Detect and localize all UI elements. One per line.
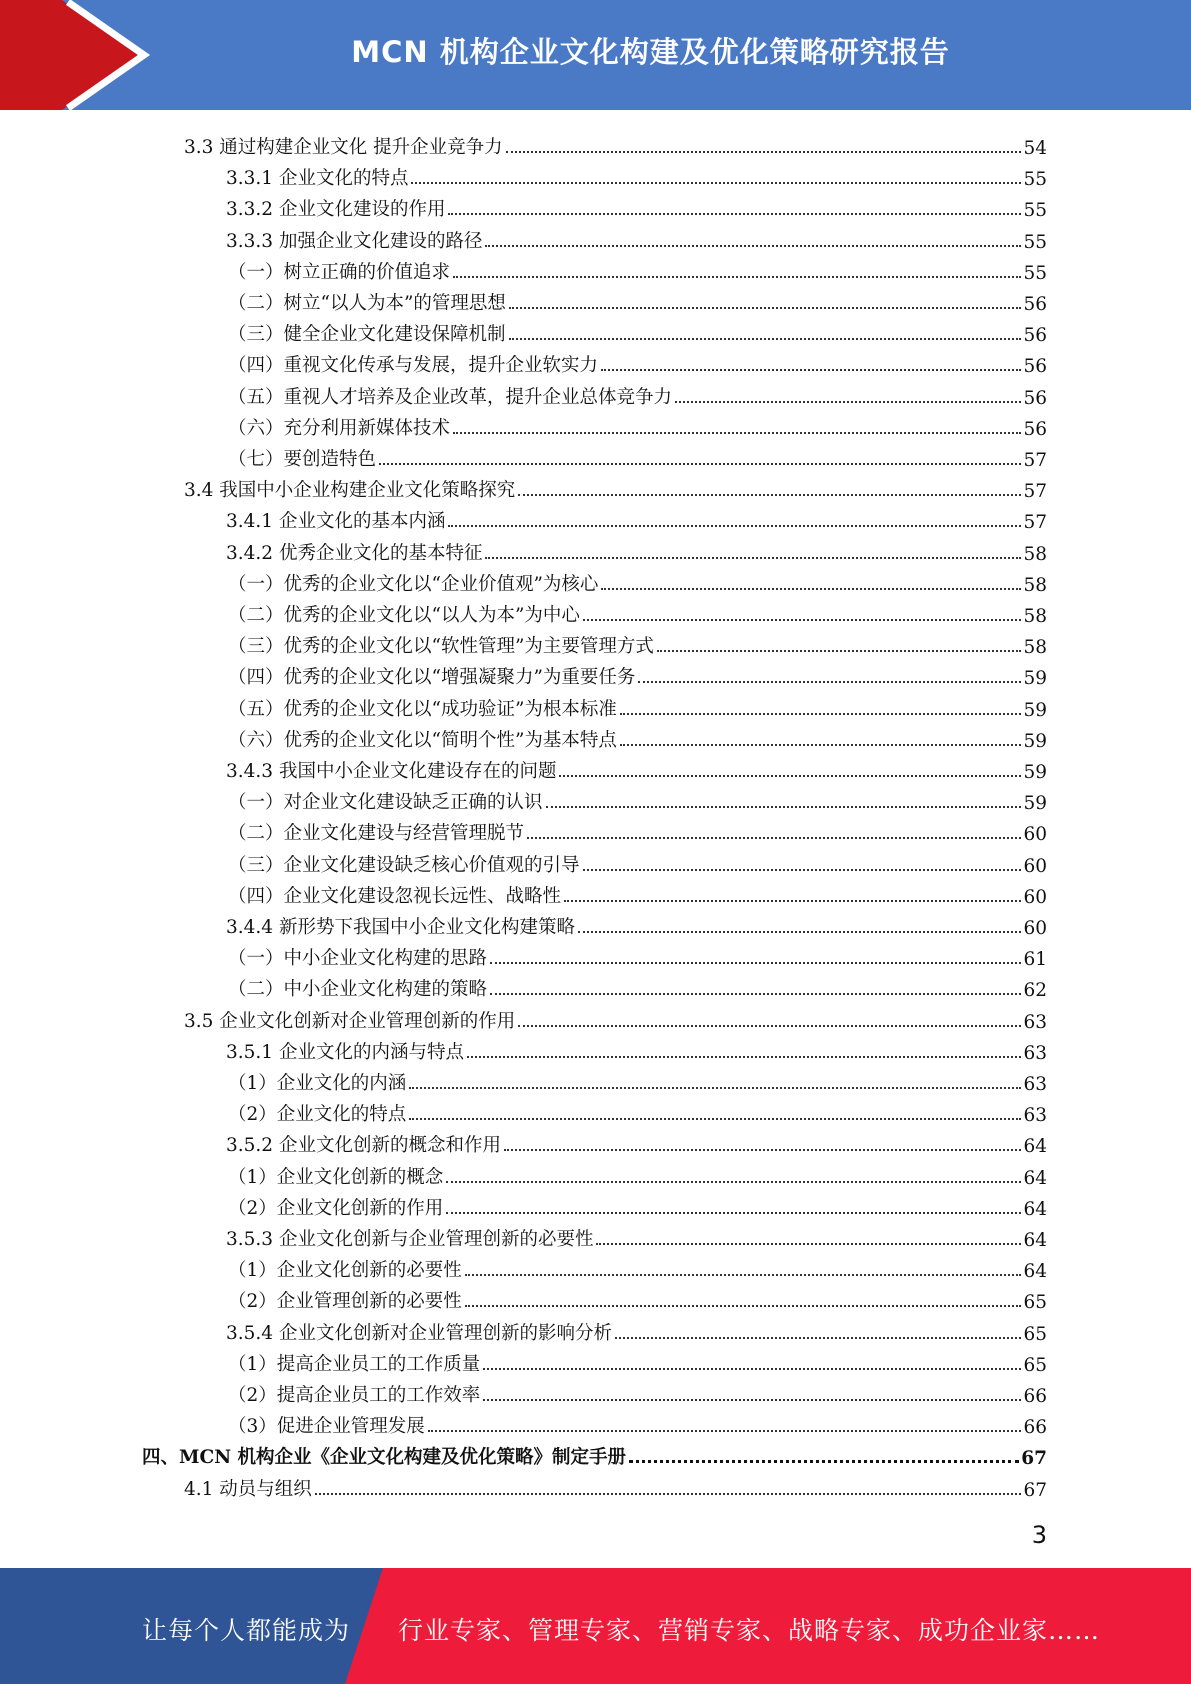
toc-entry[interactable] — [228, 970, 1047, 1001]
toc-entry[interactable] — [228, 1282, 1047, 1313]
toc-entry-page: 61 — [1023, 949, 1047, 971]
toc-entry-label: （一）优秀的企业文化以“企业价值观”为核心 — [228, 573, 599, 595]
toc-dot-leader — [578, 931, 1021, 933]
toc-dot-leader — [620, 744, 1022, 746]
toc-entry-page: 55 — [1023, 200, 1047, 222]
toc-entry-label: 3.3 通过构建企业文化 提升企业竞争力 — [184, 137, 503, 158]
toc-dot-leader — [518, 494, 1021, 496]
toc-entry[interactable] — [228, 253, 1047, 284]
toc-dot-leader — [409, 1118, 1021, 1120]
toc-entry[interactable] — [228, 1376, 1047, 1407]
toc-entry-label: （二）中小企业文化构建的策略 — [228, 979, 488, 1001]
toc-entry-page: 63 — [1023, 1105, 1047, 1127]
toc-entry-label: （五）重视人才培养及企业改革，提升企业总体竞争力 — [228, 386, 673, 408]
toc-entry[interactable] — [226, 159, 1047, 190]
toc-entry-page: 64 — [1023, 1230, 1047, 1251]
toc-entry[interactable] — [228, 346, 1047, 377]
toc-entry-label: 3.3.2 企业文化建设的作用 — [226, 199, 446, 221]
toc-entry-page: 63 — [1023, 1011, 1047, 1033]
page-header — [0, 0, 1191, 110]
toc-entry-label: （3）促进企业管理发展 — [228, 1416, 425, 1438]
toc-dot-leader — [465, 1305, 1022, 1307]
toc-dot-leader — [527, 837, 1021, 839]
toc-entry-page: 66 — [1023, 1386, 1047, 1407]
toc-entry-label: （五）优秀的企业文化以“成功验证”为根本标准 — [228, 698, 617, 720]
toc-entry-label: （二）树立“以人为本”的管理思想 — [228, 293, 506, 314]
toc-entry-label: （一）树立正确的价值追求 — [228, 261, 451, 283]
toc-entry-page: 65 — [1023, 1323, 1047, 1345]
toc-entry-page: 60 — [1023, 886, 1047, 908]
toc-entry[interactable] — [228, 1095, 1047, 1126]
toc-entry[interactable] — [228, 409, 1047, 440]
toc-entry[interactable] — [226, 908, 1047, 939]
toc-entry-label: （2）企业文化的特点 — [228, 1104, 407, 1126]
toc-entry-page: 59 — [1023, 730, 1047, 752]
toc-entry[interactable] — [228, 783, 1047, 814]
toc-dot-leader — [504, 1149, 1021, 1151]
toc-entry-page: 60 — [1023, 855, 1047, 877]
toc-entry[interactable] — [228, 596, 1047, 627]
toc-entry-label: （七）要创造特色 — [228, 449, 377, 470]
toc-entry[interactable] — [228, 1189, 1047, 1220]
toc-entry-page: 55 — [1023, 262, 1047, 284]
toc-dot-leader — [629, 1460, 1019, 1463]
toc-entry-page: 66 — [1023, 1417, 1047, 1439]
footer-slogan-right: 行业专家、管理专家、营销专家、战略专家、成功企业家…… — [398, 1616, 1101, 1645]
toc-dot-leader — [483, 1368, 1021, 1370]
toc-entry-page: 56 — [1023, 294, 1047, 315]
toc-entry-label: （二）企业文化建设与经营管理脱节 — [228, 823, 525, 845]
toc-entry[interactable] — [184, 1470, 1047, 1501]
toc-entry-label: 3.4.1 企业文化的基本内涵 — [226, 511, 446, 533]
toc-entry[interactable] — [228, 658, 1047, 689]
toc-entry[interactable] — [228, 1158, 1047, 1189]
toc-entry[interactable] — [228, 1345, 1047, 1376]
toc-entry-label: （2）企业管理创新的必要性 — [228, 1291, 462, 1313]
toc-entry[interactable] — [226, 534, 1047, 565]
toc-entry-page: 64 — [1023, 1167, 1047, 1189]
toc-entry[interactable] — [226, 190, 1047, 221]
toc-entry-label: （六）优秀的企业文化以“简明个性”为基本特点 — [228, 729, 617, 751]
toc-dot-leader — [490, 993, 1021, 995]
toc-entry-label: （三）优秀的企业文化以“软性管理”为主要管理方式 — [228, 636, 654, 658]
toc-dot-leader — [583, 619, 1022, 621]
toc-entry[interactable] — [228, 1407, 1047, 1438]
toc-dot-leader — [601, 369, 1021, 371]
toc-entry-page: 59 — [1023, 668, 1047, 690]
toc-dot-leader — [315, 1493, 1022, 1495]
toc-dot-leader — [596, 1243, 1021, 1245]
toc-entry[interactable] — [226, 752, 1047, 783]
toc-entry-page: 63 — [1023, 1042, 1047, 1064]
toc-entry-page: 57 — [1023, 450, 1047, 471]
toc-entry-page: 65 — [1023, 1354, 1047, 1376]
toc-dot-leader — [446, 1181, 1021, 1183]
toc-dot-leader — [675, 401, 1021, 403]
footer-slogan-left: 让每个人都能成为 — [142, 1616, 351, 1645]
toc-dot-leader — [657, 650, 1022, 652]
toc-dot-leader — [411, 182, 1021, 184]
toc-entry[interactable] — [228, 378, 1047, 409]
toc-entry-label: 4.1 动员与组织 — [184, 1478, 312, 1500]
toc-entry-label: （四）企业文化建设忽视长远性、战略性 — [228, 885, 562, 907]
toc-entry-page: 58 — [1023, 637, 1047, 659]
toc-dot-leader — [446, 1212, 1021, 1214]
toc-dot-leader — [601, 588, 1021, 590]
toc-entry-label: （1）企业文化创新的概念 — [228, 1166, 444, 1188]
toc-dot-leader — [490, 962, 1021, 964]
toc-entry[interactable] — [184, 471, 1047, 502]
toc-entry[interactable] — [228, 877, 1047, 908]
toc-entry-page: 59 — [1023, 762, 1047, 783]
toc-entry-label: （一）中小企业文化构建的思路 — [228, 948, 488, 970]
toc-entry-label: （一）对企业文化建设缺乏正确的认识 — [228, 792, 543, 814]
toc-entry-label: （2）企业文化创新的作用 — [228, 1197, 444, 1219]
page-number: 3 — [1031, 1521, 1047, 1549]
toc-entry[interactable] — [228, 315, 1047, 346]
toc-entry-page: 59 — [1023, 793, 1047, 815]
toc-dot-leader — [448, 213, 1021, 215]
toc-entry[interactable] — [228, 627, 1047, 658]
toc-entry[interactable] — [228, 1251, 1047, 1282]
toc-dot-leader — [453, 432, 1021, 434]
toc-dot-leader — [559, 775, 1021, 777]
toc-entry-page: 58 — [1023, 543, 1047, 565]
toc-entry-label: 3.5 企业文化创新对企业管理创新的作用 — [184, 1010, 516, 1032]
toc-entry-page: 67 — [1023, 1479, 1047, 1501]
toc-entry[interactable] — [184, 128, 1047, 159]
toc-dot-leader — [409, 1087, 1021, 1089]
document-title: MCN 机构企业文化构建及优化策略研究报告 — [351, 35, 950, 69]
toc-dot-leader — [564, 900, 1021, 902]
toc-entry-page: 58 — [1023, 606, 1047, 627]
toc-entry-label: 3.5.2 企业文化创新的概念和作用 — [226, 1135, 501, 1157]
toc-dot-leader — [506, 151, 1022, 153]
toc-entry[interactable] — [226, 1126, 1047, 1157]
toc-entry-page: 56 — [1023, 356, 1047, 378]
toc-dot-leader — [485, 557, 1021, 559]
toc-entry[interactable] — [228, 440, 1047, 471]
toc-entry-label: （1）企业文化的内涵 — [228, 1073, 407, 1094]
toc-entry-page: 58 — [1023, 574, 1047, 596]
toc-dot-leader — [428, 1430, 1022, 1432]
toc-entry[interactable] — [142, 1438, 1047, 1469]
toc-entry-page: 59 — [1023, 699, 1047, 721]
toc-entry-label: （1）提高企业员工的工作质量 — [228, 1353, 481, 1375]
toc-dot-leader — [518, 1025, 1021, 1027]
toc-dot-leader — [638, 681, 1021, 683]
toc-entry-page: 63 — [1023, 1074, 1047, 1095]
toc-entry-label: 3.5.4 企业文化创新对企业管理创新的影响分析 — [226, 1322, 612, 1344]
toc-entry-label: （1）企业文化创新的必要性 — [228, 1260, 462, 1282]
toc-entry-label: （三）企业文化建设缺乏核心价值观的引导 — [228, 854, 580, 876]
toc-dot-leader — [583, 869, 1022, 871]
toc-entry[interactable] — [184, 1002, 1047, 1033]
toc-entry[interactable] — [228, 721, 1047, 752]
toc-entry-page: 57 — [1023, 512, 1047, 534]
toc-entry-page: 54 — [1023, 138, 1047, 159]
toc-entry-page: 56 — [1023, 325, 1047, 347]
toc-entry-page: 64 — [1023, 1198, 1047, 1220]
toc-entry-page: 60 — [1023, 824, 1047, 846]
toc-entry-label: 3.3.1 企业文化的特点 — [226, 168, 409, 190]
toc-entry-label: 3.4.3 我国中小企业文化建设存在的问题 — [226, 761, 557, 782]
toc-entry-label: 3.4.2 优秀企业文化的基本特征 — [226, 542, 483, 564]
toc-entry-page: 67 — [1021, 1448, 1047, 1470]
toc-entry-page: 55 — [1023, 169, 1047, 191]
toc-entry-label: 3.4 我国中小企业构建企业文化策略探究 — [184, 480, 516, 502]
toc-entry-label: 3.5.3 企业文化创新与企业管理创新的必要性 — [226, 1229, 594, 1250]
toc-dot-leader — [379, 463, 1021, 465]
toc-entry-page: 64 — [1023, 1136, 1047, 1158]
toc-entry-label: 四、MCN 机构企业《企业文化构建及优化策略》制定手册 — [142, 1447, 627, 1469]
toc-dot-leader — [615, 1337, 1021, 1339]
toc-entry-page: 62 — [1023, 980, 1047, 1002]
toc-dot-leader — [509, 338, 1022, 340]
toc-entry[interactable] — [228, 846, 1047, 877]
toc-entry-label: （2）提高企业员工的工作效率 — [228, 1385, 481, 1406]
toc-entry-label: （六）充分利用新媒体技术 — [228, 417, 451, 439]
toc-entry-page: 56 — [1023, 418, 1047, 440]
toc-dot-leader — [620, 713, 1022, 715]
toc-entry-page: 57 — [1023, 481, 1047, 503]
toc-entry[interactable] — [228, 690, 1047, 721]
toc-entry-label: （四）重视文化传承与发展，提升企业软实力 — [228, 355, 599, 377]
toc-entry-label: （二）优秀的企业文化以“以人为本”为中心 — [228, 605, 580, 626]
page-footer — [0, 1568, 1191, 1684]
toc-entry-label: 3.5.1 企业文化的内涵与特点 — [226, 1041, 464, 1063]
toc-dot-leader — [453, 276, 1021, 278]
toc-entry[interactable] — [228, 565, 1047, 596]
toc-entry[interactable] — [228, 814, 1047, 845]
toc-entry-label: 3.3.3 加强企业文化建设的路径 — [226, 230, 483, 252]
toc-entry-page: 56 — [1023, 387, 1047, 409]
toc-dot-leader — [485, 245, 1021, 247]
toc-dot-leader — [483, 1399, 1021, 1401]
toc-entry[interactable] — [226, 1314, 1047, 1345]
toc-entry[interactable] — [228, 939, 1047, 970]
toc-entry[interactable] — [228, 284, 1047, 315]
toc-entry-label: （四）优秀的企业文化以“增强凝聚力”为重要任务 — [228, 667, 636, 689]
toc-entry-page: 60 — [1023, 918, 1047, 939]
toc-dot-leader — [448, 525, 1021, 527]
toc-entry-page: 65 — [1023, 1292, 1047, 1314]
toc-entry[interactable] — [226, 1033, 1047, 1064]
toc-entry-page: 55 — [1023, 231, 1047, 253]
toc-entry-label: 3.4.4 新形势下我国中小企业文化构建策略 — [226, 917, 575, 938]
toc-dot-leader — [546, 806, 1022, 808]
toc-entry[interactable] — [226, 1220, 1047, 1251]
toc-entry-label: （三）健全企业文化建设保障机制 — [228, 324, 506, 346]
toc-entry-page: 64 — [1023, 1261, 1047, 1283]
toc-entry[interactable] — [226, 222, 1047, 253]
toc-dot-leader — [465, 1274, 1022, 1276]
toc-dot-leader — [509, 307, 1022, 309]
toc-entry[interactable] — [228, 1064, 1047, 1095]
toc-dot-leader — [467, 1056, 1021, 1058]
toc-entry[interactable] — [226, 502, 1047, 533]
